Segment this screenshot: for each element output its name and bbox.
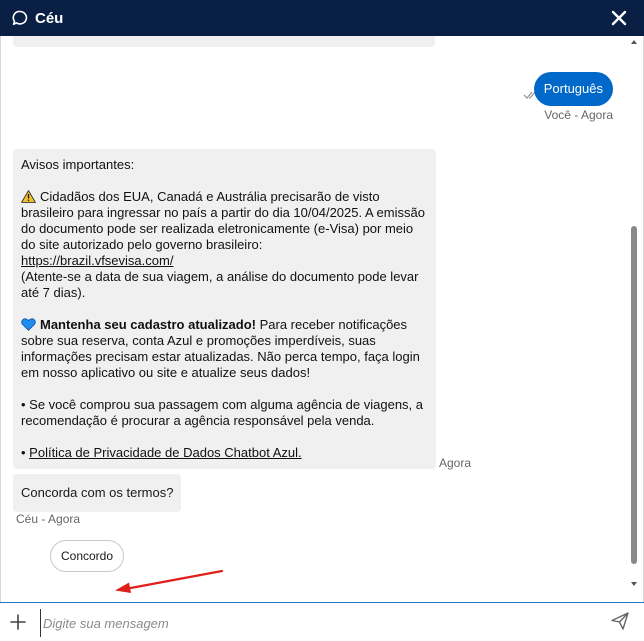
chat-header	[0, 0, 644, 36]
previous-bot-message	[13, 36, 435, 47]
user-message-meta: Você - Agora	[544, 108, 613, 122]
close-icon[interactable]	[610, 9, 628, 27]
plus-icon[interactable]	[10, 614, 26, 630]
visa-paragraph	[21, 189, 428, 253]
message-composer	[0, 602, 644, 641]
visa-note: (Atente-se a data de sua viagem, a análise do documento pode levar até 7 dias).	[21, 269, 419, 300]
update-text: Para receber notificações sobre sua reserva, conta Azul e promoções imperdíveis, suas informações precisam estar atualizadas. Não perca tempo, faça login em nosso aplicativo ou site e atualize seus dados!	[21, 317, 420, 380]
scroll-up-icon[interactable]	[630, 38, 638, 46]
blue-heart-icon	[21, 318, 36, 331]
visa-text: Cidadãos dos EUA, Canadá e Austrália precisarão de visto brasileiro para ingressar no país a partir do dia 10/04/2025. A emissão do documento pode ser realizada eletronicamente (e-Visa) por meio do site autorizado pelo governo brasileiro:	[21, 189, 425, 252]
notice-heading: Avisos importantes:	[21, 157, 135, 172]
scroll-down-icon[interactable]	[630, 580, 638, 588]
chat-title: Céu	[35, 9, 64, 27]
question-meta: Céu - Agora	[16, 512, 81, 526]
red-arrow-annotation	[111, 568, 227, 596]
message-input[interactable]	[40, 609, 595, 637]
question-message: Concorda com os termos?	[13, 474, 181, 512]
scroll-thumb[interactable]	[631, 226, 637, 564]
agency-paragraph: • Se você comprou sua passagem com alguma agência de viagens, a recomendação é procurar a agência responsável pela venda.	[21, 397, 424, 428]
policy-bullet: •	[21, 445, 30, 460]
privacy-policy-link[interactable]: Política de Privacidade de Dados Chatbot Azul.	[29, 445, 302, 460]
visa-link[interactable]: https://brazil.vfsevisa.com/	[21, 253, 174, 268]
scrollbar[interactable]	[629, 38, 639, 584]
chat-bubble-icon	[12, 10, 28, 26]
update-bold: Mantenha seu cadastro atualizado!	[40, 317, 256, 332]
send-icon[interactable]	[610, 611, 630, 631]
warning-icon	[21, 190, 36, 203]
notice-message	[13, 149, 436, 469]
notice-meta: Agora	[439, 456, 472, 470]
update-paragraph	[21, 317, 428, 381]
policy-paragraph	[21, 445, 428, 461]
concordo-button[interactable]: Concordo	[50, 540, 124, 572]
message-list[interactable]	[0, 36, 644, 602]
user-message: Português	[534, 72, 613, 106]
